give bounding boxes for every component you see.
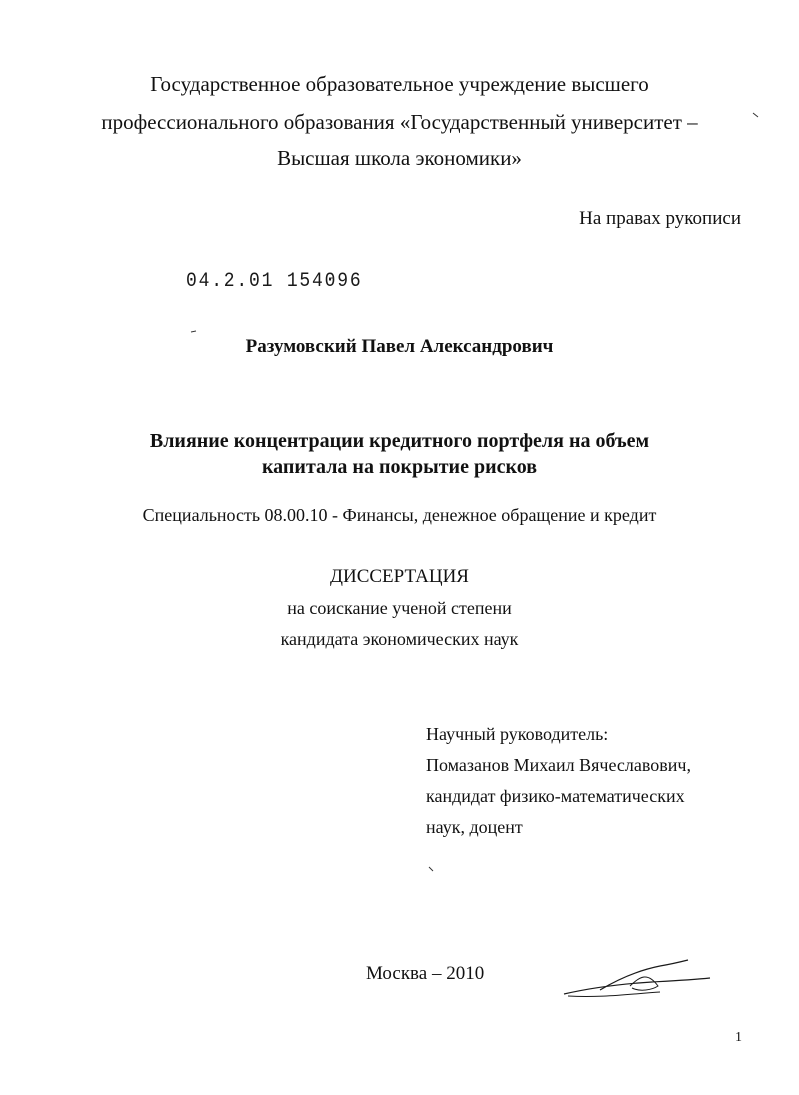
degree-line-1: на соискание ученой степени bbox=[287, 598, 512, 618]
page-number: 1 bbox=[735, 1030, 742, 1045]
rights-note: На правах рукописи bbox=[579, 208, 741, 229]
city-year: Москва – 2010 bbox=[366, 963, 485, 984]
dissertation-label: ДИССЕРТАЦИЯ bbox=[330, 566, 469, 587]
specialty: Специальность 08.00.10 - Финансы, денежное обращение и кредит bbox=[142, 505, 657, 525]
institution-line-3: Высшая школа экономики» bbox=[277, 146, 522, 170]
scan-speck bbox=[428, 866, 436, 874]
scan-speck bbox=[328, 276, 336, 282]
thesis-title-line-2: капитала на покрытие рисков bbox=[261, 456, 538, 478]
registration-stamp: 04.2.01 154096 bbox=[186, 270, 363, 293]
thesis-title-line-1: Влияние концентрации кредитного портфеля на объем bbox=[149, 430, 650, 452]
degree-line-2: кандидата экономических наук bbox=[280, 629, 519, 649]
advisor-name: Помазанов Михаил Вячеславович, bbox=[426, 755, 691, 775]
advisor-title-line-2: наук, доцент bbox=[426, 817, 523, 837]
scan-speck bbox=[190, 329, 198, 335]
scan-speck bbox=[752, 112, 760, 120]
institution-line-2: профессионального образования «Государственный университет – bbox=[101, 110, 698, 134]
advisor-title-line-1: кандидат физико-математических bbox=[426, 786, 685, 806]
advisor-label: Научный руководитель: bbox=[426, 724, 609, 744]
signature-mark bbox=[560, 956, 720, 1004]
institution-line-1: Государственное образовательное учреждение высшего bbox=[150, 72, 649, 96]
author-name: Разумовский Павел Александрович bbox=[245, 336, 554, 357]
